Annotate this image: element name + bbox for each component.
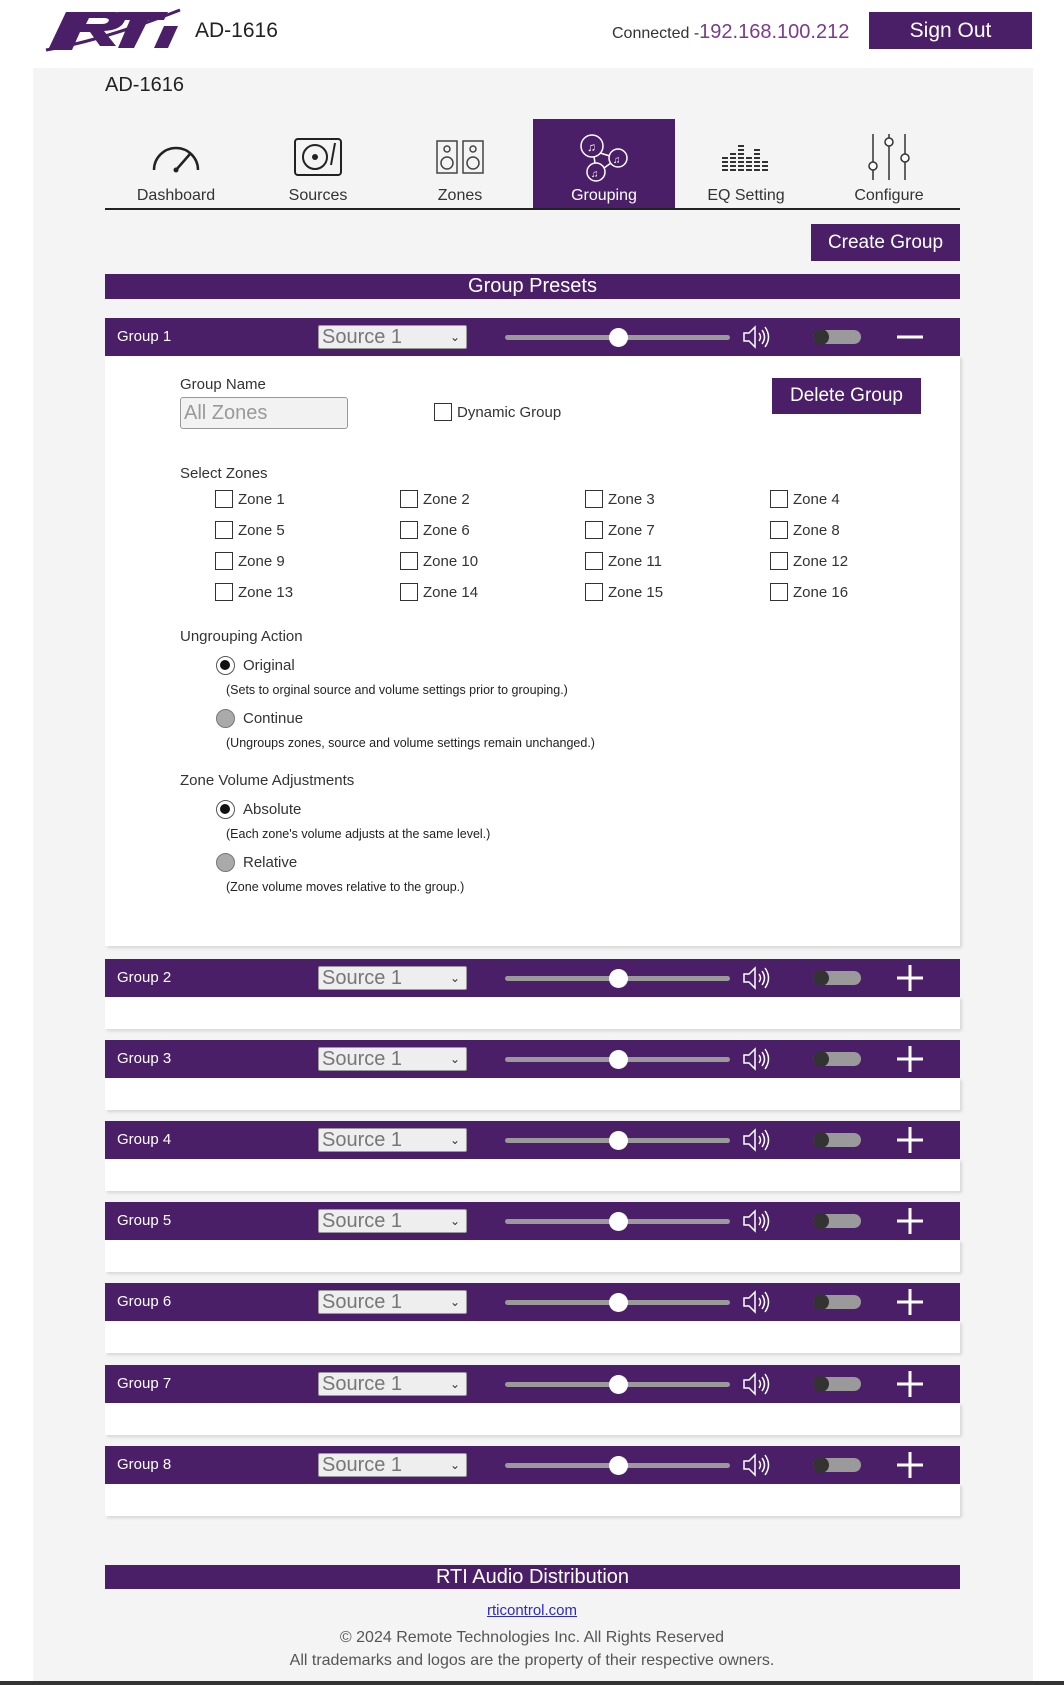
checkbox[interactable] <box>400 521 418 539</box>
source-select-value: Source 1 <box>322 1373 403 1395</box>
volume-slider[interactable] <box>505 1382 730 1387</box>
equalizer-icon <box>720 141 772 173</box>
source-select[interactable] <box>318 1047 467 1071</box>
svg-text:♫: ♫ <box>591 169 599 180</box>
zone-label: Zone 7 <box>608 522 655 539</box>
volume-slider-handle[interactable] <box>609 1050 628 1069</box>
absolute-label: Absolute <box>243 801 302 818</box>
footer-title: RTI Audio Distribution <box>105 1565 960 1589</box>
absolute-description: (Each zone's volume adjusts at the same level.) <box>226 827 491 841</box>
volume-slider-handle[interactable] <box>609 1456 628 1475</box>
group-header <box>105 1202 960 1240</box>
chevron-down-icon: ⌄ <box>449 1377 460 1391</box>
group-toggle[interactable] <box>813 1052 861 1066</box>
zone-volume-label: Zone Volume Adjustments <box>180 772 355 789</box>
source-select[interactable] <box>318 1128 467 1152</box>
group-row <box>105 1202 960 1272</box>
tab-label: Configure <box>854 187 924 204</box>
volume-slider-handle[interactable] <box>609 1375 628 1394</box>
group-toggle[interactable] <box>813 330 861 344</box>
checkbox[interactable] <box>770 490 788 508</box>
checkbox[interactable] <box>215 552 233 570</box>
tab-label: Dashboard <box>136 187 216 204</box>
checkbox[interactable] <box>400 583 418 601</box>
speaker-icon[interactable] <box>741 1371 771 1397</box>
zone-label: Zone 8 <box>793 522 840 539</box>
zone-label: Zone 4 <box>793 491 840 508</box>
group-1-details <box>105 356 960 946</box>
tab-label: Sources <box>288 187 348 204</box>
original-radio[interactable] <box>216 656 235 675</box>
group-header <box>105 959 960 997</box>
zone-checkbox[interactable] <box>585 552 745 572</box>
group-body <box>105 1240 960 1272</box>
zone-checkbox[interactable] <box>400 552 560 572</box>
group-name: Group 1 <box>117 328 172 345</box>
group-toggle[interactable] <box>813 1458 861 1472</box>
tab-label: Grouping <box>571 187 637 204</box>
checkbox[interactable] <box>770 583 788 601</box>
source-select[interactable] <box>318 325 467 349</box>
checkbox[interactable] <box>585 521 603 539</box>
zone-label: Zone 11 <box>608 553 662 570</box>
group-body <box>105 1403 960 1435</box>
checkbox[interactable] <box>585 490 603 508</box>
source-select[interactable] <box>318 1453 467 1477</box>
trademark-text: All trademarks and logos are the property of their respective owners. <box>289 1652 775 1669</box>
group-body <box>105 1321 960 1353</box>
group-row <box>105 1446 960 1516</box>
source-select[interactable] <box>318 966 467 990</box>
source-select-value: Source 1 <box>322 1129 403 1151</box>
plus-icon[interactable] <box>895 1208 925 1234</box>
speaker-icon[interactable] <box>741 1046 771 1072</box>
zone-label: Zone 14 <box>423 584 479 601</box>
nav-tabs <box>105 119 960 210</box>
dynamic-group-checkbox[interactable] <box>434 403 452 421</box>
music-group-icon <box>578 132 630 182</box>
group-body <box>105 1078 960 1110</box>
volume-slider-handle[interactable] <box>609 1212 628 1231</box>
zone-label: Zone 10 <box>423 553 479 570</box>
source-select-value: Source 1 <box>322 1291 403 1313</box>
group-header <box>105 318 960 356</box>
group-name: Group 8 <box>117 1456 172 1473</box>
rticontrol-link[interactable]: rticontrol.com <box>486 1602 578 1619</box>
volume-slider[interactable] <box>505 1463 730 1468</box>
original-label: Original <box>243 657 295 674</box>
zone-checkbox[interactable] <box>770 552 930 572</box>
volume-slider-handle[interactable] <box>609 969 628 988</box>
volume-slider-handle[interactable] <box>609 1131 628 1150</box>
connected-label: Connected - <box>612 25 700 42</box>
volume-slider[interactable] <box>505 976 730 981</box>
plus-icon[interactable] <box>895 1371 925 1397</box>
checkbox[interactable] <box>585 583 603 601</box>
zone-label: Zone 2 <box>423 491 470 508</box>
zone-label: Zone 6 <box>423 522 470 539</box>
group-name: Group 5 <box>117 1212 172 1229</box>
source-select-value: Source 1 <box>322 967 403 989</box>
relative-description: (Zone volume moves relative to the group.) <box>226 880 465 894</box>
group-header <box>105 1283 960 1321</box>
group-row <box>105 1283 960 1353</box>
group-toggle[interactable] <box>813 971 861 985</box>
source-select-value: Source 1 <box>322 326 403 348</box>
turntable-icon <box>293 137 343 177</box>
zone-label: Zone 13 <box>238 584 294 601</box>
plus-icon[interactable] <box>895 1046 925 1072</box>
toggle-knob <box>813 1213 829 1229</box>
speaker-icon[interactable] <box>741 1127 771 1153</box>
volume-slider[interactable] <box>505 1138 730 1143</box>
plus-icon[interactable] <box>895 1452 925 1478</box>
tab-label: Zones <box>437 187 483 204</box>
group-name: Group 3 <box>117 1050 172 1067</box>
speaker-icon[interactable] <box>741 1289 771 1315</box>
speaker-icon[interactable] <box>741 965 771 991</box>
zone-label: Zone 9 <box>238 553 285 570</box>
delete-group-button[interactable]: Delete Group <box>772 378 921 414</box>
zone-label: Zone 12 <box>793 553 849 570</box>
source-select-value: Source 1 <box>322 1454 403 1476</box>
group-name: Group 2 <box>117 969 172 986</box>
zone-label: Zone 15 <box>608 584 664 601</box>
zone-checkbox[interactable] <box>400 490 560 510</box>
sign-out-button[interactable]: Sign Out <box>869 12 1032 49</box>
checkbox[interactable] <box>215 490 233 508</box>
speakers-icon <box>435 139 485 175</box>
group-toggle[interactable] <box>813 1133 861 1147</box>
group-body <box>105 1159 960 1191</box>
volume-slider-handle[interactable] <box>609 328 628 347</box>
group-name: Group 4 <box>117 1131 172 1148</box>
group-header <box>105 1121 960 1159</box>
group-name-label: Group Name <box>180 376 266 393</box>
zone-checkbox[interactable] <box>215 490 375 510</box>
zone-label: Zone 1 <box>238 491 285 508</box>
tab-configure[interactable] <box>818 119 960 208</box>
toggle-knob <box>813 970 829 986</box>
zone-checkbox[interactable] <box>400 521 560 541</box>
checkbox[interactable] <box>770 521 788 539</box>
rti-logo <box>44 6 184 52</box>
page-title: AD-1616 <box>105 74 184 96</box>
chevron-down-icon: ⌄ <box>449 1458 460 1472</box>
create-group-button[interactable]: Create Group <box>811 224 960 261</box>
source-select-value: Source 1 <box>322 1048 403 1070</box>
checkbox[interactable] <box>770 552 788 570</box>
relative-label: Relative <box>243 854 298 871</box>
group-presets-header: Group Presets <box>105 274 960 299</box>
group-name: Group 6 <box>117 1293 172 1310</box>
gauge-icon <box>150 140 202 174</box>
checkbox[interactable] <box>585 552 603 570</box>
tab-zones[interactable] <box>389 119 531 208</box>
zone-checkbox[interactable] <box>770 583 930 603</box>
toggle-knob <box>813 1051 829 1067</box>
tab-label: EQ Setting <box>707 187 785 204</box>
group-row <box>105 318 960 356</box>
checkbox[interactable] <box>400 490 418 508</box>
chevron-down-icon: ⌄ <box>449 1052 460 1066</box>
checkbox[interactable] <box>215 583 233 601</box>
group-body <box>105 997 960 1029</box>
source-select[interactable] <box>318 1372 467 1396</box>
volume-slider[interactable] <box>505 1057 730 1062</box>
group-row <box>105 1121 960 1191</box>
group-row <box>105 959 960 1029</box>
continue-description: (Ungroups zones, source and volume settings remain unchanged.) <box>226 736 595 750</box>
group-body <box>105 1484 960 1516</box>
svg-text:♫: ♫ <box>587 140 596 154</box>
bottom-border <box>0 1681 1064 1685</box>
toggle-knob <box>813 1294 829 1310</box>
volume-slider-handle[interactable] <box>609 1293 628 1312</box>
source-select[interactable] <box>318 1209 467 1233</box>
continue-radio[interactable] <box>216 709 235 728</box>
volume-slider[interactable] <box>505 1219 730 1224</box>
toggle-knob <box>813 1376 829 1392</box>
toggle-knob <box>813 1457 829 1473</box>
chevron-down-icon: ⌄ <box>449 1214 460 1228</box>
tab-sources[interactable] <box>247 119 389 208</box>
connection-status <box>612 21 849 44</box>
ungrouping-action-label: Ungrouping Action <box>180 628 303 645</box>
zone-label: Zone 3 <box>608 491 655 508</box>
zone-checkbox[interactable] <box>215 552 375 572</box>
plus-icon[interactable] <box>895 965 925 991</box>
volume-slider[interactable] <box>505 1300 730 1305</box>
ip-address: 192.168.100.212 <box>699 21 850 43</box>
group-toggle[interactable] <box>813 1377 861 1391</box>
zone-checkbox[interactable] <box>585 521 745 541</box>
select-zones-label: Select Zones <box>180 465 268 482</box>
zone-checkbox[interactable] <box>215 583 375 603</box>
plus-icon[interactable] <box>895 1127 925 1153</box>
group-header <box>105 1040 960 1078</box>
toggle-knob <box>813 1132 829 1148</box>
continue-label: Continue <box>243 710 304 727</box>
zone-checkbox[interactable] <box>585 583 745 603</box>
chevron-down-icon: ⌄ <box>449 971 460 985</box>
chevron-down-icon: ⌄ <box>449 1295 460 1309</box>
copyright-text: © 2024 Remote Technologies Inc. All Rights Reserved <box>339 1629 725 1646</box>
tab-dashboard[interactable] <box>105 119 247 208</box>
group-header <box>105 1365 960 1403</box>
tab-eq-setting[interactable] <box>675 119 817 208</box>
sliders-icon <box>863 132 915 182</box>
chevron-down-icon: ⌄ <box>449 1133 460 1147</box>
group-row <box>105 1365 960 1435</box>
tab-grouping[interactable] <box>533 119 675 208</box>
plus-icon[interactable] <box>895 1289 925 1315</box>
source-select-value: Source 1 <box>322 1210 403 1232</box>
speaker-icon[interactable] <box>741 1452 771 1478</box>
minus-icon[interactable] <box>895 324 925 350</box>
checkbox[interactable] <box>215 521 233 539</box>
chevron-down-icon: ⌄ <box>449 330 460 344</box>
top-bar <box>0 0 1064 62</box>
dynamic-group-label: Dynamic Group <box>457 404 562 421</box>
zone-checkbox[interactable] <box>585 490 745 510</box>
zone-checkbox[interactable] <box>770 490 930 510</box>
group-row <box>105 1040 960 1110</box>
speaker-icon[interactable] <box>741 324 771 350</box>
group-name-input[interactable]: All Zones <box>180 397 348 429</box>
zone-checkbox[interactable] <box>770 521 930 541</box>
group-header <box>105 1446 960 1484</box>
group-toggle[interactable] <box>813 1214 861 1228</box>
zone-checkbox[interactable] <box>215 521 375 541</box>
absolute-radio[interactable] <box>216 800 235 819</box>
source-select[interactable] <box>318 1290 467 1314</box>
original-description: (Sets to orginal source and volume settings prior to grouping.) <box>226 683 568 697</box>
relative-radio[interactable] <box>216 853 235 872</box>
speaker-icon[interactable] <box>741 1208 771 1234</box>
svg-text:♫: ♫ <box>613 155 621 166</box>
device-name: AD-1616 <box>195 19 278 42</box>
zone-label: Zone 5 <box>238 522 285 539</box>
toggle-knob <box>813 329 829 345</box>
volume-slider[interactable] <box>505 335 730 340</box>
group-name: Group 7 <box>117 1375 172 1392</box>
checkbox[interactable] <box>400 552 418 570</box>
zone-checkbox[interactable] <box>400 583 560 603</box>
group-toggle[interactable] <box>813 1295 861 1309</box>
zone-label: Zone 16 <box>793 584 849 601</box>
